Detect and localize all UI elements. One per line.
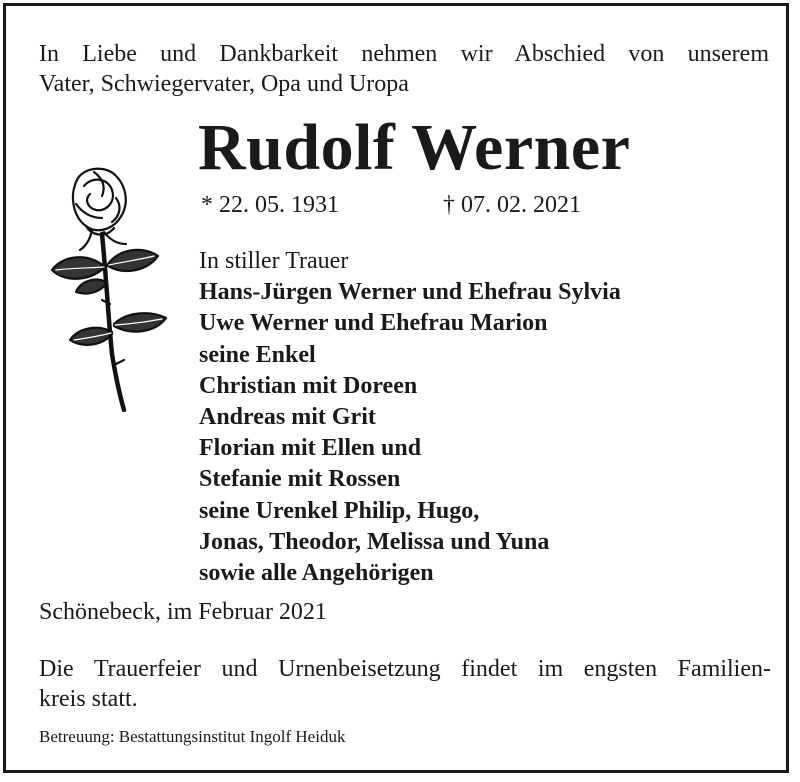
mourners-heading: In stiller Trauer (199, 248, 349, 274)
intro-line-1: In Liebe und Dankbarkeit nehmen wir Abschied von unserem (39, 41, 769, 67)
intro-text (39, 39, 769, 99)
mourner-line: Hans-Jürgen Werner und Ehefrau Sylvia (199, 279, 621, 306)
mourner-line: Uwe Werner und Ehefrau Marion (199, 310, 548, 337)
funeral-home-credit: Betreuung: Bestattungsinstitut Ingolf Heiduk (39, 727, 346, 746)
mourner-line: Stefanie mit Rossen (199, 466, 401, 493)
mourner-line: seine Enkel (199, 341, 316, 368)
mourner-line: sowie alle Angehörigen (199, 560, 434, 587)
ceremony-notice (39, 654, 771, 714)
ceremony-line-2: kreis statt. (39, 686, 138, 712)
mourner-line: Florian mit Ellen und (199, 435, 422, 462)
obituary-frame (3, 3, 789, 773)
birth-date: * 22. 05. 1931 (201, 192, 339, 218)
mourner-line: Jonas, Theodor, Melissa und Yuna (199, 528, 550, 555)
mourner-line: seine Urenkel Philip, Hugo, (199, 497, 480, 524)
mourner-line: Christian mit Doreen (199, 372, 418, 399)
mourner-line: Andreas mit Grit (199, 404, 376, 431)
place-date: Schönebeck, im Februar 2021 (39, 599, 327, 625)
mourners-list (199, 246, 621, 589)
intro-line-2: Vater, Schwiegervater, Opa und Uropa (39, 71, 409, 97)
deceased-name: Rudolf Werner (198, 111, 631, 184)
ceremony-line-1: Die Trauerfeier und Urnenbeisetzung findet im engsten Familien- (39, 656, 771, 682)
death-date: † 07. 02. 2021 (443, 192, 581, 218)
rose-icon (46, 164, 176, 412)
